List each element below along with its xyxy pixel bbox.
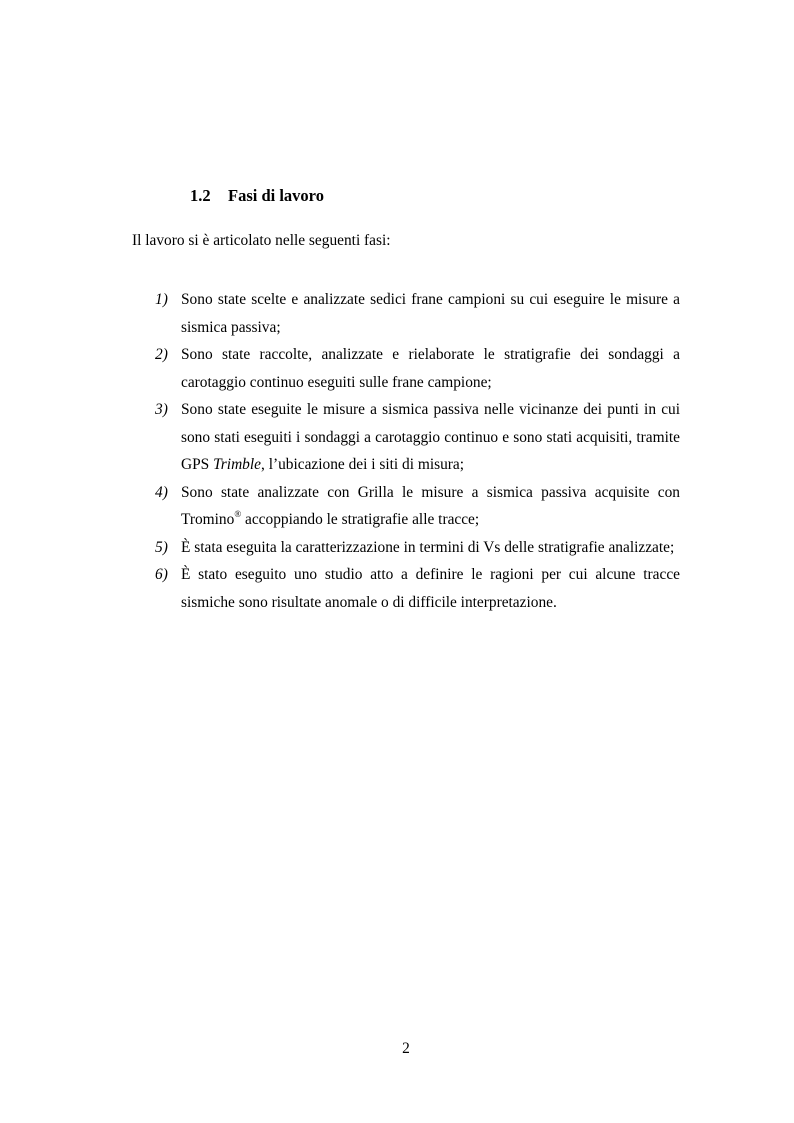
registered-mark: ® — [234, 509, 242, 519]
phase-list — [0, 286, 794, 616]
phase-item — [155, 479, 680, 534]
phase-text-after: accoppiando le stratigrafie alle tracce; — [241, 511, 480, 528]
intro-paragraph: Il lavoro si è articolato nelle seguenti fasi: — [132, 232, 391, 249]
phase-text-before: Sono state eseguite le misure a sismica passiva nelle vicinanze dei punti in cui sono stati eseguiti i sondaggi a carotaggio continuo e sono stati acquisiti, tramite GPS — [181, 401, 680, 473]
phase-text-after: , l’ubicazione dei i siti di misura; — [261, 456, 465, 473]
section-number: 1.2 — [190, 186, 211, 205]
phase-number: 2) — [155, 346, 168, 363]
phase-number: 4) — [155, 483, 168, 501]
phase-text: Sono state raccolte, analizzate e rielaborate le stratigrafie dei sondaggi a carotaggio continuo eseguiti sulle frane campione; — [181, 346, 680, 391]
phase-text — [181, 479, 680, 534]
phase-number: 5) — [155, 538, 168, 556]
phase-item — [155, 396, 680, 479]
phase-number: 3) — [155, 401, 168, 418]
section-heading — [190, 185, 324, 207]
section-title: Fasi di lavoro — [228, 186, 324, 205]
gps-brand-emphasis: Trimble — [213, 456, 261, 473]
phase-item — [155, 286, 680, 341]
phase-text — [181, 396, 680, 479]
phase-text: È stata eseguita la caratterizzazione in termini di Vs delle stratigrafie analizzate; — [181, 538, 675, 556]
phase-number: 6) — [155, 566, 168, 583]
phase-item — [155, 341, 680, 396]
phase-item — [155, 561, 680, 616]
phase-text-before: Sono state analizzate con Grilla le misure a sismica passiva acquisite con Tromino — [181, 483, 680, 528]
phase-item — [155, 534, 680, 562]
phase-text: Sono state scelte e analizzate sedici frane campioni su cui eseguire le misure a sismica passiva; — [181, 291, 680, 336]
phase-text: È stato eseguito uno studio atto a definire le ragioni per cui alcune tracce sismiche sono risultate anomale o di difficile interpretazione. — [181, 566, 680, 611]
page-number: 2 — [402, 1040, 410, 1057]
phase-number: 1) — [155, 291, 168, 308]
